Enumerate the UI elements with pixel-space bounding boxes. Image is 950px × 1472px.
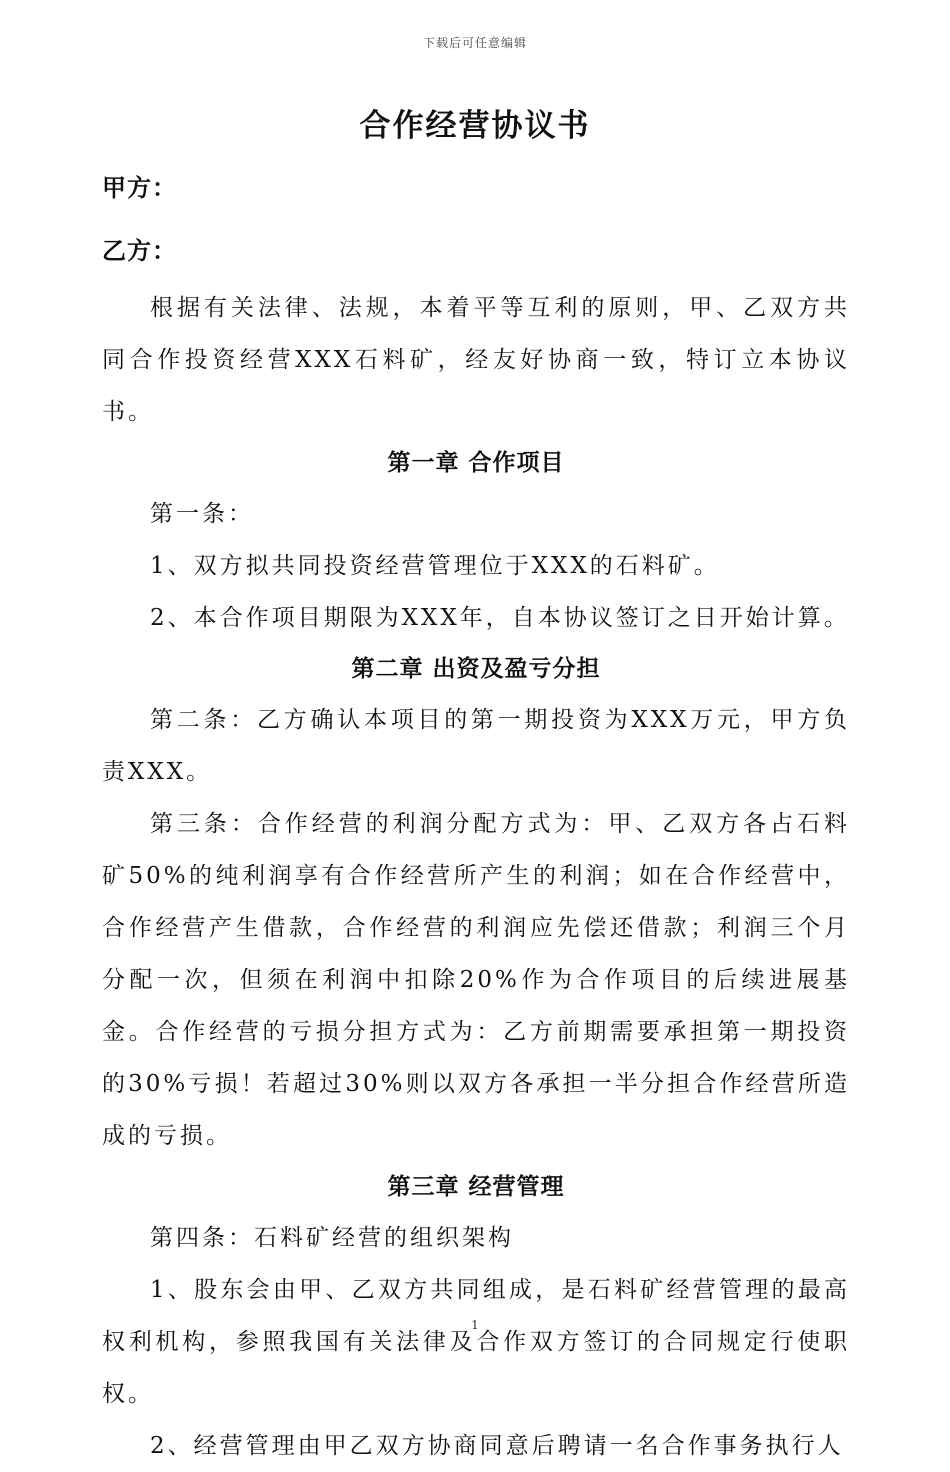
article-4-item-1: 1、股东会由甲、乙双方共同组成，是石料矿经营管理的最高权利机构，参照我国有关法律及合作双方签订的合同规定行使职权。 <box>102 1277 850 1407</box>
article-1-item-2: 2、本合作项目期限为XXX年，自本协议签订之日开始计算。 <box>150 605 850 631</box>
article-3-paragraph: 第三条：合作经营的利润分配方式为：甲、乙双方各占石料矿50%的纯利润享有合作经营所产生的利润；如在合作经营中，合作经营产生借款，合作经营的利润应先偿还借款；利润三个月分配一次，但须在利润中扣除20%作为合作项目的后续进展基金。合作经营的亏损分担方式为：乙方前期需要承担第一期投资的30%亏损！若超过30%则以双方各承担一半分担合作经营所造成的亏损。 <box>102 811 850 1149</box>
page-header-note: 下载后可任意编辑 <box>422 36 527 50</box>
party-b-label: 乙方： <box>102 236 177 265</box>
article-2-paragraph: 第二条：乙方确认本项目的第一期投资为XXX万元，甲方负责XXX。 <box>102 707 850 785</box>
page-number: 1 <box>471 1318 479 1332</box>
document-title: 合作经营协议书 <box>359 108 591 144</box>
party-a-label: 甲方： <box>102 173 177 202</box>
chapter-3-heading: 第三章 经营管理 <box>387 1173 565 1200</box>
article-4-item-2: 2、经营管理由甲乙双方协商同意后聘请一名合作事务执行人 <box>150 1433 844 1459</box>
article-4-label: 第四条：石料矿经营的组织架构 <box>150 1225 514 1251</box>
chapter-2-heading: 第二章 出资及盈亏分担 <box>351 655 601 682</box>
document-body <box>102 282 850 1472</box>
article-1-label: 第一条： <box>150 501 254 527</box>
chapter-1-heading: 第一章 合作项目 <box>387 449 565 476</box>
intro-paragraph: 根据有关法律、法规，本着平等互利的原则，甲、乙双方共同合作投资经营XXX石料矿，经友好协商一致，特订立本协议书。 <box>102 295 850 425</box>
article-1-item-1: 1、双方拟共同投资经营管理位于XXX的石料矿。 <box>150 553 720 579</box>
